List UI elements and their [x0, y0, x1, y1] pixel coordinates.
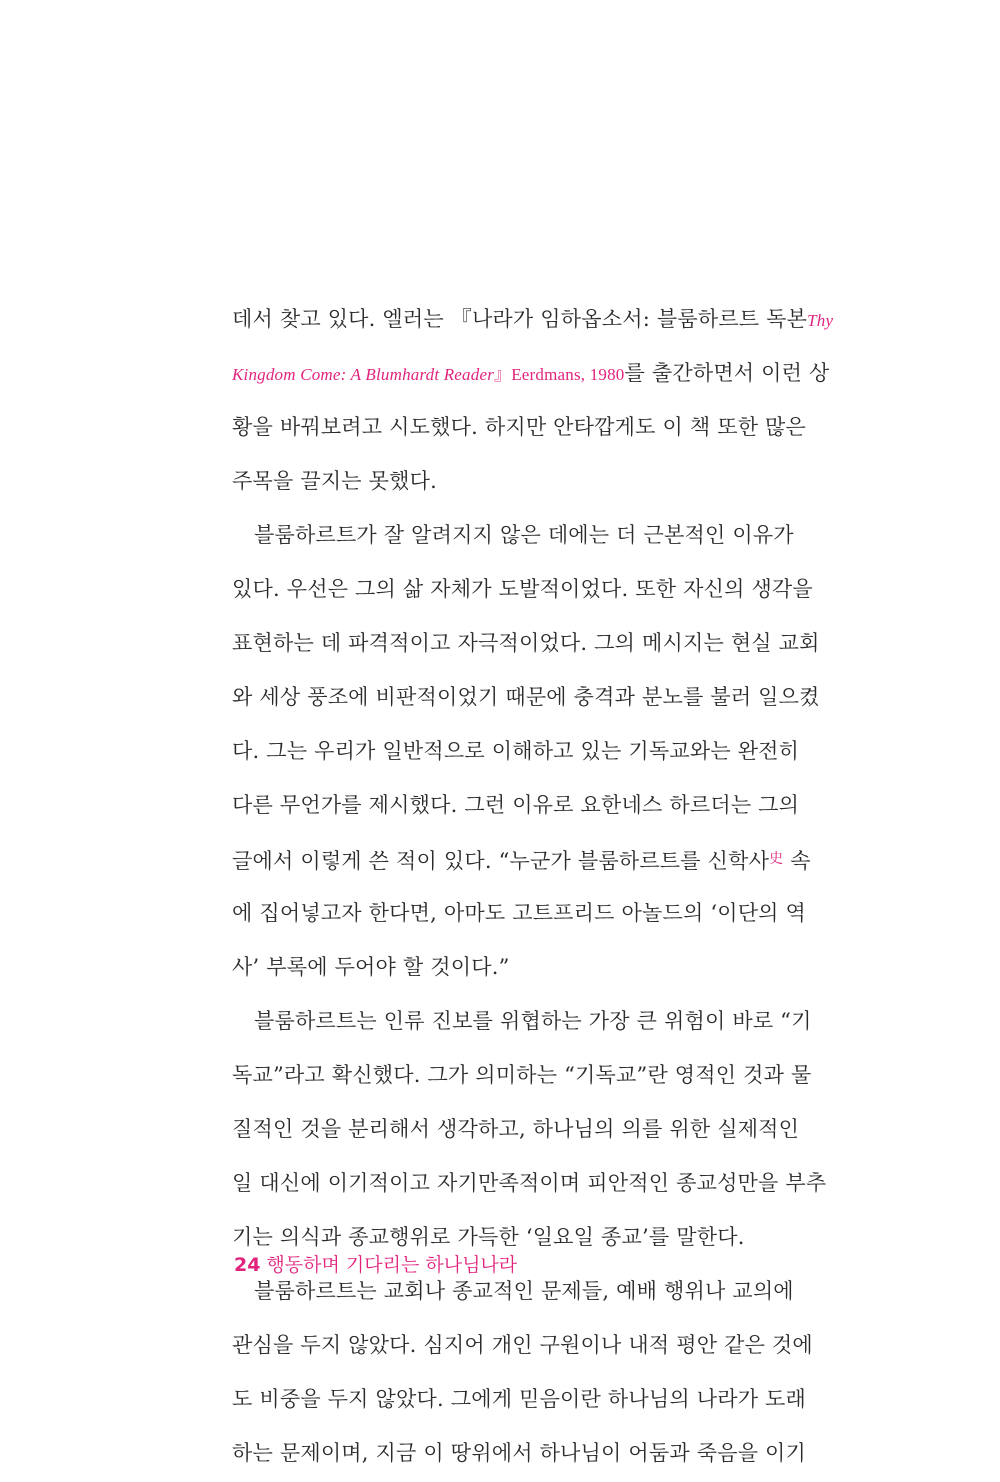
paragraph-1-line-3: 황을 바꿔보려고 시도했다. 하지만 안타깝게도 이 책 또한 많은: [232, 415, 807, 439]
hanja-annotation: 史: [769, 851, 784, 867]
english-title: Kingdom Come: A Blumhardt Reader: [232, 365, 495, 384]
text-run: 글에서 이렇게 쓴 적이 있다. “누군가 블룸하르트를 신학사: [232, 849, 770, 873]
paragraph-3-line-4: 일 대신에 이기적이고 자기만족적이며 피안적인 종교성만을 부추: [232, 1171, 827, 1195]
text-run: 데서 찾고 있다. 엘러는 『나라가 임하옵소서: 블룸하르트 독본: [232, 307, 808, 331]
page-number: 24: [234, 1254, 261, 1276]
paragraph-4-line-2: 관심을 두지 않았다. 심지어 개인 구원이나 내적 평안 같은 것에: [232, 1333, 813, 1357]
paragraph-2-line-2: 있다. 우선은 그의 삶 자체가 도발적이었다. 또한 자신의 생각을: [232, 577, 813, 601]
running-title: 행동하며 기다리는 하나님나라: [266, 1254, 518, 1276]
body-text: [232, 292, 834, 1480]
paragraph-4-line-1: 블룸하르트는 교회나 종교적인 문제들, 예배 행위나 교의에: [254, 1279, 794, 1303]
paragraph-2-line-1: 블룸하르트가 잘 알려지지 않은 데에는 더 근본적인 이유가: [254, 523, 794, 547]
paragraph-2-line-8: 에 집어넣고자 한다면, 아마도 고트프리드 아놀드의 ‘이단의 역: [232, 901, 807, 925]
text-run: 를 출간하면서 이런 상: [624, 361, 830, 385]
publisher-info: 』Eerdmans, 1980: [494, 365, 625, 384]
paragraph-4-line-3: 도 비중을 두지 않았다. 그에게 믿음이란 하나님의 나라가 도래: [232, 1387, 807, 1411]
english-title-start: Thy: [807, 311, 834, 330]
page-footer: [234, 1250, 517, 1277]
paragraph-2-line-4: 와 세상 풍조에 비판적이었기 때문에 충격과 분노를 불러 일으켰: [232, 685, 820, 709]
paragraph-3-line-5: 기는 의식과 종교행위로 가득한 ‘일요일 종교’를 말한다.: [232, 1225, 745, 1249]
paragraph-4-line-4: 하는 문제이며, 지금 이 땅위에서 하나님이 어둠과 죽음을 이기: [232, 1441, 807, 1465]
paragraph-3-line-1: 블룸하르트는 인류 진보를 위협하는 가장 큰 위험이 바로 “기: [254, 1009, 812, 1033]
paragraph-3-line-2: 독교”라고 확신했다. 그가 의미하는 “기독교”란 영적인 것과 물: [232, 1063, 812, 1087]
paragraph-2-line-6: 다른 무언가를 제시했다. 그런 이유로 요한네스 하르더는 그의: [232, 793, 800, 817]
text-run: 속: [783, 849, 811, 873]
paragraph-1-line-4: 주목을 끌지는 못했다.: [232, 469, 437, 493]
paragraph-1-line-1: [232, 292, 834, 346]
paragraph-2-line-7: [232, 832, 811, 886]
paragraph-2-line-3: 표현하는 데 파격적이고 자극적이었다. 그의 메시지는 현실 교회: [232, 631, 820, 655]
paragraph-2-line-9: 사’ 부록에 두어야 할 것이다.”: [232, 955, 510, 979]
paragraph-3-line-3: 질적인 것을 분리해서 생각하고, 하나님의 의를 위한 실제적인: [232, 1117, 800, 1141]
paragraph-2-line-5: 다. 그는 우리가 일반적으로 이해하고 있는 기독교와는 완전히: [232, 739, 800, 763]
paragraph-1-line-2: [232, 346, 830, 400]
